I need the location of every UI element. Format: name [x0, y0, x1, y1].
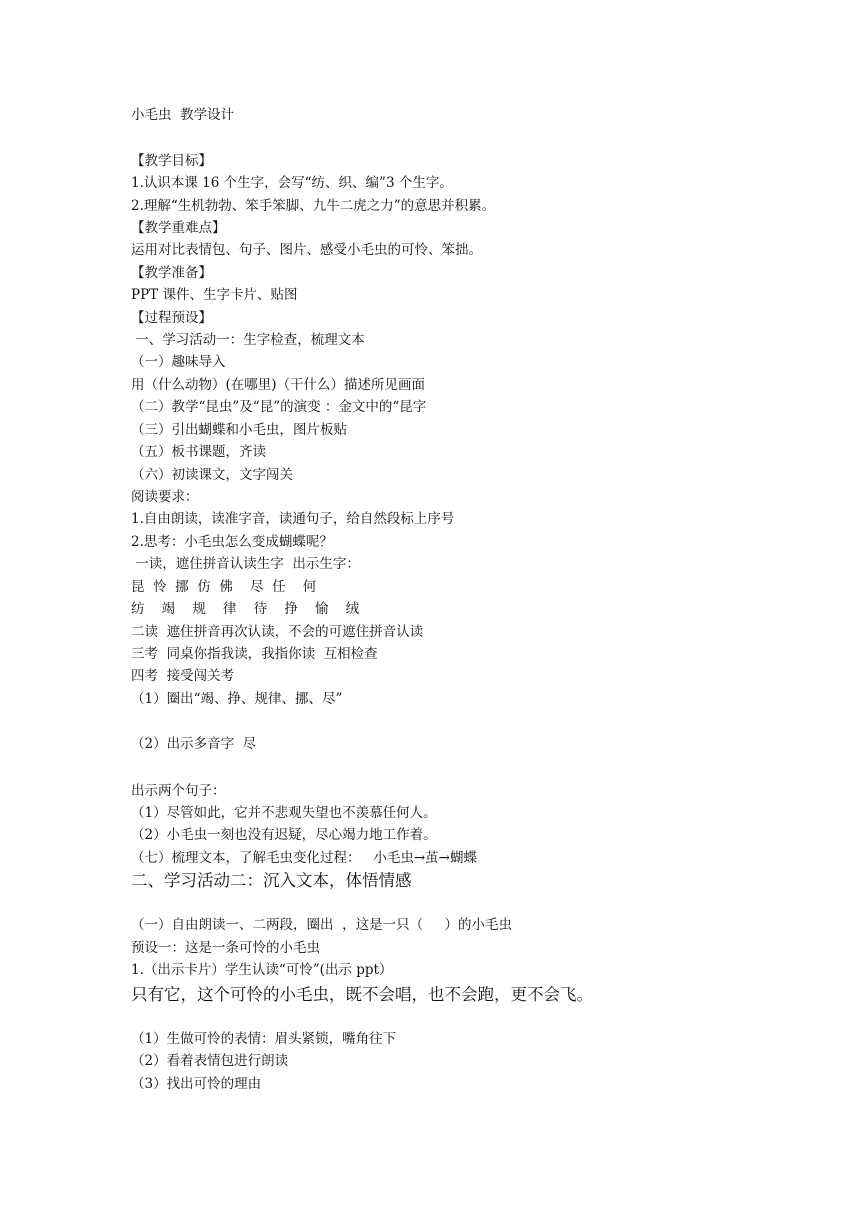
step-item: （一）自由朗读一、二两段，圈出 ，这是一只（ ）的小毛虫	[131, 917, 513, 933]
list-item: （3）找出可怜的理由	[131, 1076, 262, 1092]
character-list: 昆 怜 挪 仿 佛 尽 任 何	[131, 579, 317, 595]
list-item: （2）出示多音字 尽	[131, 736, 257, 752]
step-item: （七）梳理文本，了解毛虫变化过程： 小毛虫→茧→蝴蝶	[131, 850, 477, 866]
paragraph: 三考 同桌你指我读，我指你读 互相检查	[131, 646, 378, 662]
paragraph: 出示两个句子：	[131, 783, 226, 799]
step-item: （三）引出蝴蝶和小毛虫，图片板贴	[131, 422, 347, 438]
list-item: （2）小毛虫一刻也没有迟疑，尽心竭力地工作着。	[131, 827, 437, 843]
list-item: （1）圈出“竭、挣、规律、挪、尽”	[131, 691, 343, 707]
step-item: （五）板书课题，齐读	[131, 444, 266, 460]
list-item: 2.思考：小毛虫怎么变成蝴蝶呢？	[131, 534, 333, 550]
paragraph: 用（什么动物）(在哪里)（干什么）描述所见画面	[131, 377, 426, 393]
goal-item: 2.理解“生机勃勃、笨手笨脚、九牛二虎之力”的意思并积累。	[131, 198, 496, 214]
list-item: 1.（出示卡片）学生认读“可怜”(出示 ppt）	[131, 962, 393, 978]
paragraph: 四考 接受闯关考	[131, 668, 235, 684]
paragraph: 一读，遮住拼音认读生字 出示生字：	[131, 556, 360, 572]
goal-item: 1.认识本课 16 个生字，会写“纺、织、编”3 个生字。	[131, 175, 453, 191]
heading-key-points: 【教学重难点】	[131, 220, 226, 236]
quote-sentence: 只有它，这个可怜的小毛虫，既不会唱，也不会跑，更不会飞。	[131, 985, 593, 1004]
step-item: （六）初读课文，文字闯关	[131, 467, 293, 483]
heading-process: 【过程预设】	[131, 310, 212, 326]
paragraph: PPT 课件、生字卡片、贴图	[131, 287, 298, 303]
paragraph: 二读 遮住拼音再次认读，不会的可遮住拼音认读	[131, 624, 424, 640]
document-title: 小毛虫 教学设计	[131, 107, 235, 123]
step-item: （一）趣味导入	[131, 354, 226, 370]
heading-teaching-goals: 【教学目标】	[131, 153, 212, 169]
paragraph: 阅读要求：	[131, 489, 199, 505]
character-list: 纺 竭 规 律 待 挣 愉 绒	[131, 601, 360, 617]
section-heading: 一、学习活动一：生字检查，梳理文本	[131, 332, 365, 348]
list-item: 1.自由朗读，读准字音，读通句子，给自然段标上序号	[131, 511, 455, 527]
list-item: （1）尽管如此，它并不悲观失望也不羡慕任何人。	[131, 805, 437, 821]
section-heading: 二、学习活动二：沉入文本，体悟情感	[131, 871, 412, 890]
paragraph: 运用对比表情包、句子、图片、感受小毛虫的可怜、笨拙。	[131, 242, 482, 258]
heading-preparation: 【教学准备】	[131, 265, 212, 281]
list-item: （1）生做可怜的表情：眉头紧锁，嘴角往下	[131, 1031, 397, 1047]
list-item: （2）看着表情包进行朗读	[131, 1053, 289, 1069]
paragraph: 预设一：这是一条可怜的小毛虫	[131, 940, 320, 956]
step-item: （二）教学“昆虫”及“昆”的演变 ：金文中的“昆字	[131, 399, 427, 415]
